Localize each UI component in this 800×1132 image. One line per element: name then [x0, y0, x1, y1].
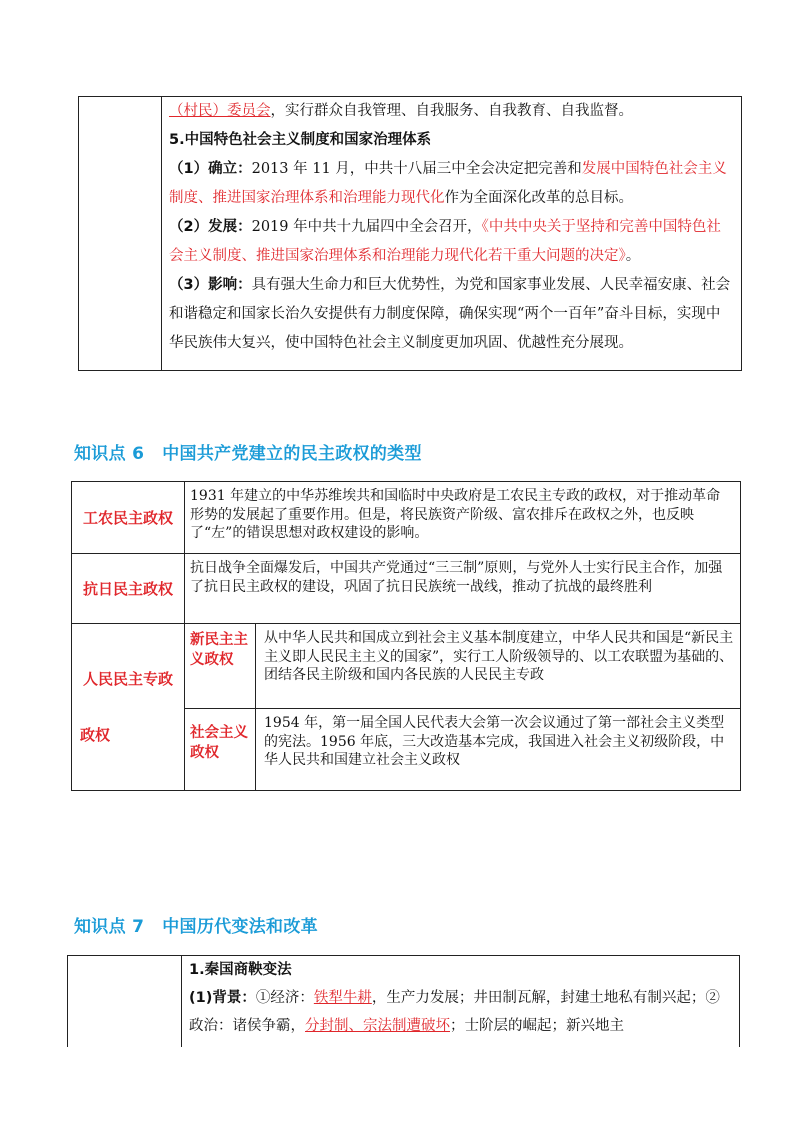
row-name-anti-japanese: 抗日民主政权 [72, 554, 185, 623]
reform-table-continued [78, 96, 742, 371]
table-right-cell [189, 956, 731, 1040]
committee-line: （村民）委员会，实行群众自我管理、自我服务、自我教育、自我监督。 [169, 103, 633, 119]
table-right-cell [169, 97, 733, 358]
row-name-peoples-democratic: 人民民主专政 政权 [72, 624, 185, 790]
section-title: 1.秦国商鞅变法 [189, 962, 292, 978]
develop-paragraph: （2）发展：2019 年中共十九届四中全会召开，《中共中央关于坚持和完善中国特色社会主义制度、推进国家治理体系和治理能力现代化若干重大问题的决定》。 [169, 219, 721, 264]
table-row [72, 482, 740, 554]
table-row [72, 554, 740, 624]
reforms-table [67, 955, 740, 1047]
table-left-cell [79, 97, 162, 370]
row-name-workers-peasants: 工农民主政权 [72, 482, 185, 553]
establish-paragraph: （1）确立：2013 年 11 月，中共十八届三中全会决定把完善和发展中国特色社会主义制度、推进国家治理体系和治理能力现代化作为全面深化改革的总目标。 [169, 161, 727, 206]
impact-paragraph: （3）影响：具有强大生命力和巨大优势性，为党和国家事业发展、人民幸福安康、社会和谐稳定和国家长治久安提供有力制度保障，确保实现“两个一百年”奋斗目标，实现中华民族伟大复兴，使中国特色社会主义制度更加巩固、优越性充分展现。 [169, 277, 731, 351]
sub-row-socialist [184, 709, 740, 790]
section-title: 5.中国特色社会主义制度和国家治理体系 [169, 132, 432, 148]
sub-desc: 从中华人民共和国成立到社会主义基本制度建立，中华人民共和国是“新民主主义即人民民主主义的国家”，实行工人阶级领导的、以工农联盟为基础的、团结各民主阶级和国内各民族的人民民主专政 [264, 630, 734, 683]
table-row [72, 624, 740, 790]
sub-desc: 1954 年，第一届全国人民代表大会第一次会议通过了第一部社会主义类型的宪法。1956 年底，三大改造基本完成，我国进入社会主义初级阶段，中华人民共和国建立社会主义政权 [264, 715, 725, 768]
background-paragraph: (1)背景：①经济：铁犁牛耕，生产力发展；井田制瓦解，封建土地私有制兴起；②政治：诸侯争霸，分封制、宗法制遭破坏；士阶层的崛起；新兴地主 [189, 990, 720, 1034]
regime-types-table [71, 481, 741, 791]
sub-row-new-democratic [184, 624, 740, 709]
knowledge-point-6-heading: 知识点 6 中国共产党建立的民主政权的类型 [74, 444, 422, 464]
row-desc: 抗日战争全面爆发后，中国共产党通过“三三制”原则，与党外人士实行民主合作，加强了抗日民主政权的建设，巩固了抗日民族统一战线，推动了抗战的最终胜利 [190, 560, 723, 595]
table-left-cell [68, 956, 182, 1047]
sub-name: 社会主义政权 [184, 709, 256, 790]
knowledge-point-7-heading: 知识点 7 中国历代变法和改革 [74, 917, 318, 937]
sub-name: 新民主主义政权 [184, 624, 256, 708]
row-desc: 1931 年建立的中华苏维埃共和国临时中央政府是工农民主专政的政权，对于推动革命形势的发展起了重要作用。但是，将民族资产阶级、富农排斥在政权之外，也反映了“左”的错误思想对政权建设的影响。 [190, 488, 721, 541]
